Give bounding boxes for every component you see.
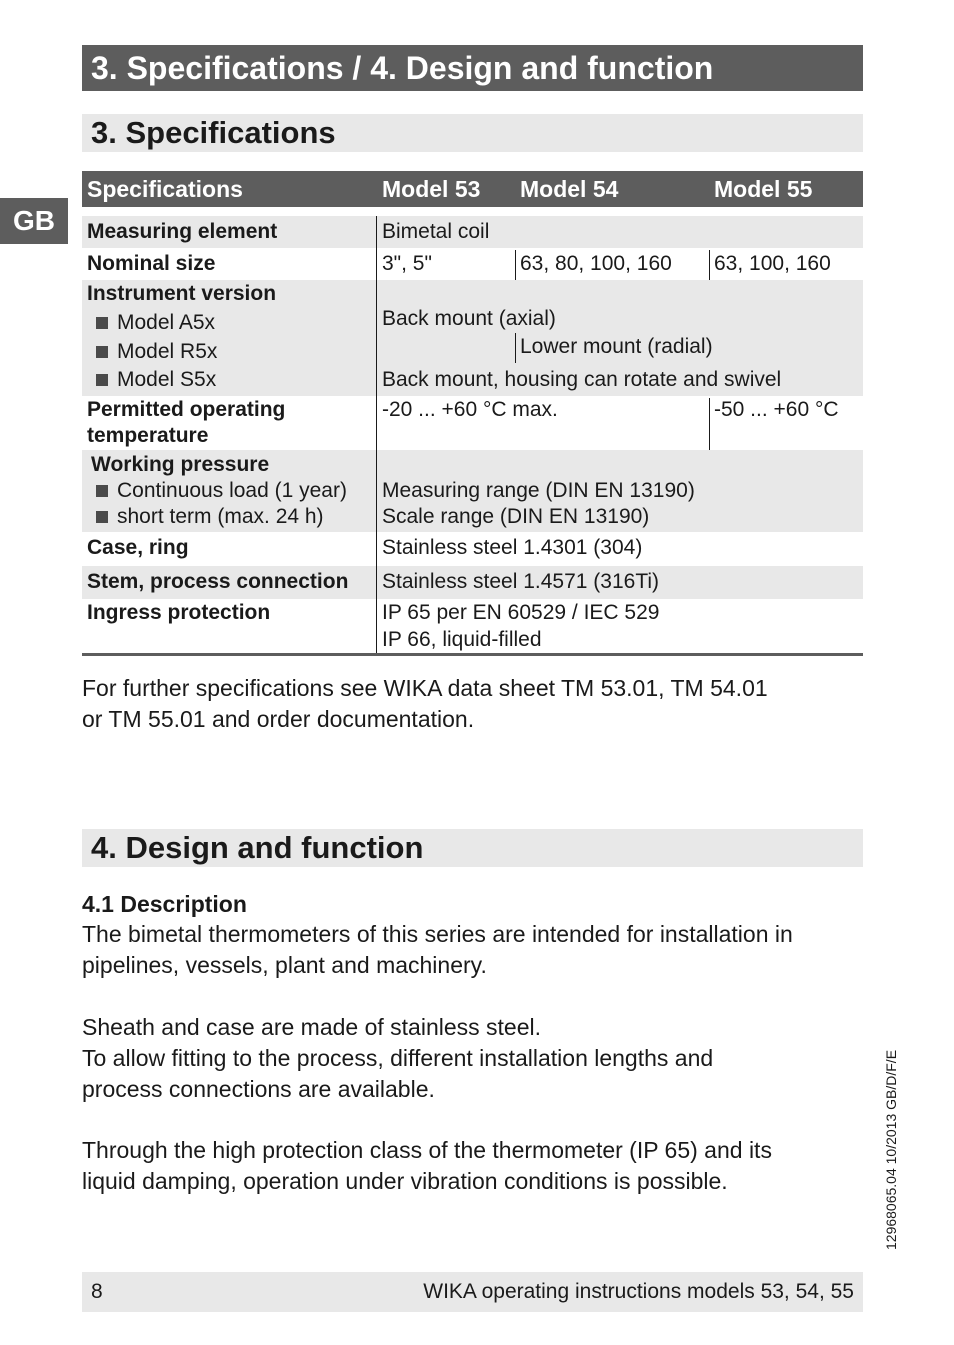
value-ingress-1: IP 65 per EN 60529 / IEC 529 [382,601,660,624]
value-case-ring: Stainless steel 1.4301 (304) [382,536,643,559]
value-short-term: Scale range (DIN EN 13190) [382,505,650,528]
page-title: 3. Specifications / 4. Design and function [82,45,863,91]
value-ingress-2: IP 66, liquid-filled [382,628,542,651]
bullet-icon [96,346,108,358]
list-item [96,366,216,394]
language-tab: GB [0,198,68,244]
value-nominal-size-53: 3", 5" [382,252,432,275]
label-operating-temperature: Permitted operating [87,398,286,421]
description-paragraph-3 [82,1135,872,1197]
page-number: 8 [91,1280,103,1303]
page-footer [82,1272,863,1312]
value-continuous-load: Measuring range (DIN EN 13190) [382,479,695,502]
list-item [96,477,347,505]
item-label: Model A5x [117,311,216,334]
paragraph-line: pipelines, vessels, plant and machinery. [82,952,487,978]
value-nominal-size-54: 63, 80, 100, 160 [520,252,672,275]
spec-note [82,673,872,735]
value-temp-53-54: -20 ... +60 °C max. [382,398,558,421]
value-temp-55: -50 ... +60 °C [714,398,839,421]
header-model-53: Model 53 [382,176,481,202]
value-model-s5x: Back mount, housing can rotate and swivel [382,368,782,391]
bullet-icon [96,317,108,329]
section-heading-design: 4. Design and function [82,829,863,867]
value-model-a5x: Back mount (axial) [382,307,556,330]
bullet-icon [96,485,108,497]
label-nominal-size: Nominal size [87,252,216,275]
paragraph-line: liquid damping, operation under vibration conditions is possible. [82,1168,728,1194]
label-working-pressure: Working pressure [91,453,270,476]
value-measuring-element: Bimetal coil [382,220,490,243]
paragraph-line: The bimetal thermometers of this series are intended for installation in [82,921,793,947]
bullet-icon [96,374,108,386]
column-divider [376,216,377,653]
item-label: Model S5x [117,368,217,391]
document-reference: 12968065.04 10/2013 GB/D/F/E [883,1049,899,1250]
paragraph-line: Sheath and case are made of stainless steel. [82,1014,542,1040]
list-item [96,338,217,366]
paragraph-line: To allow fitting to the process, different installation lengths and [82,1045,714,1071]
value-model-r5x: Lower mount (radial) [520,335,713,358]
column-divider [709,398,710,450]
description-paragraph-1 [82,919,872,981]
list-item [96,503,324,531]
label-case-ring: Case, ring [87,536,189,559]
column-divider [515,250,516,280]
label-operating-temperature-2: temperature [87,424,209,447]
item-label: Continuous load (1 year) [117,479,347,502]
spec-table-header [82,171,863,207]
label-instrument-version: Instrument version [87,282,277,305]
column-divider [515,333,516,363]
header-model-54: Model 54 [520,176,619,202]
footer-doc-title: WIKA operating instructions models 53, 54, 55 [423,1280,854,1303]
paragraph-line: Through the high protection class of the thermometer (IP 65) and its [82,1137,772,1163]
column-divider [709,250,710,280]
label-ingress: Ingress protection [87,601,271,624]
description-paragraph-2 [82,1012,872,1105]
label-measuring-element: Measuring element [87,220,278,243]
note-line: or TM 55.01 and order documentation. [82,706,475,732]
item-label: short term (max. 24 h) [117,505,324,528]
value-stem: Stainless steel 1.4571 (316Ti) [382,570,660,593]
paragraph-line: process connections are available. [82,1076,435,1102]
item-label: Model R5x [117,340,218,363]
sub-heading-description: 4.1 Description [82,891,247,917]
header-specifications: Specifications [87,176,243,202]
list-item [96,309,215,337]
section-heading-specifications: 3. Specifications [82,114,863,152]
note-line: For further specifications see WIKA data sheet TM 53.01, TM 54.01 [82,675,768,701]
bullet-icon [96,511,108,523]
header-model-55: Model 55 [714,176,813,202]
label-stem: Stem, process connection [87,570,349,593]
value-nominal-size-55: 63, 100, 160 [714,252,831,275]
table-bottom-rule [82,653,863,656]
